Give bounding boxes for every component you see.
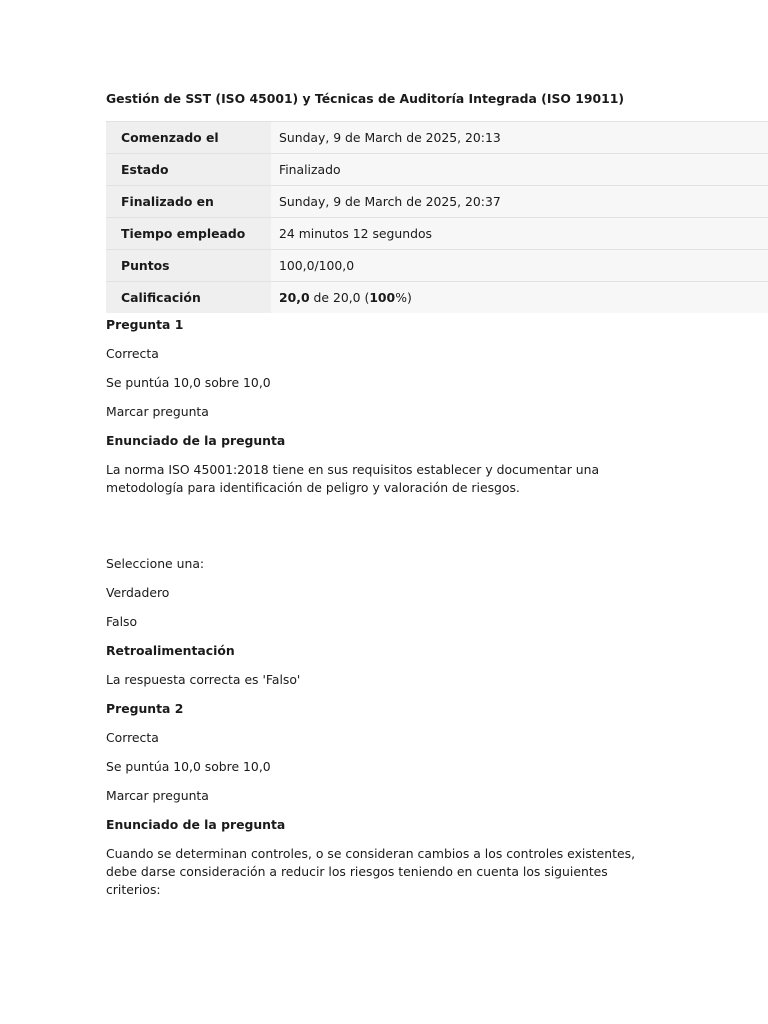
summary-row-points <box>106 250 768 282</box>
summary-label: Calificación <box>106 282 271 314</box>
question-score: Se puntúa 10,0 sobre 10,0 <box>106 759 271 774</box>
answer-option-true[interactable]: Verdadero <box>106 585 170 600</box>
summary-value: Sunday, 9 de March de 2025, 20:13 <box>271 122 768 154</box>
summary-value: 24 minutos 12 segundos <box>271 218 768 250</box>
summary-value <box>271 282 768 314</box>
summary-value: Sunday, 9 de March de 2025, 20:37 <box>271 186 768 218</box>
grade-percent: 100 <box>369 289 396 305</box>
grade-score: 20,0 <box>279 289 310 305</box>
grade-end: %) <box>395 289 412 305</box>
summary-row-started <box>106 122 768 154</box>
summary-label: Tiempo empleado <box>106 218 271 250</box>
summary-value: Finalizado <box>271 154 768 186</box>
summary-label: Comenzado el <box>106 122 271 154</box>
question-score: Se puntúa 10,0 sobre 10,0 <box>106 375 271 390</box>
statement-heading: Enunciado de la pregunta <box>106 817 286 832</box>
summary-label: Finalizado en <box>106 186 271 218</box>
summary-row-grade <box>106 282 768 314</box>
spacer <box>106 508 768 555</box>
summary-row-time <box>106 218 768 250</box>
quiz-review-page <box>106 90 768 910</box>
summary-label: Estado <box>106 154 271 186</box>
flag-question-link[interactable]: Marcar pregunta <box>106 788 209 803</box>
questions-list <box>106 316 768 899</box>
feedback-heading: Retroalimentación <box>106 643 235 658</box>
page-title: Gestión de SST (ISO 45001) y Técnicas de Auditoría Integrada (ISO 19011) <box>106 91 624 106</box>
statement-heading: Enunciado de la pregunta <box>106 433 286 448</box>
question-statement: Cuando se determinan controles, o se consideran cambios a los controles existentes, debe darse consideración a reducir los riesgos teniendo en cuenta los siguientes criterios: <box>106 846 636 897</box>
question-heading: Pregunta 2 <box>106 701 184 716</box>
attempt-summary-table <box>106 121 768 313</box>
summary-row-state <box>106 154 768 186</box>
question-status: Correcta <box>106 346 159 361</box>
question-heading: Pregunta 1 <box>106 317 184 332</box>
grade-middle: de 20,0 ( <box>309 289 370 305</box>
answer-option-false[interactable]: Falso <box>106 614 138 629</box>
summary-value: 100,0/100,0 <box>271 250 768 282</box>
question-status: Correcta <box>106 730 159 745</box>
feedback-text: La respuesta correcta es 'Falso' <box>106 672 301 687</box>
summary-row-finished <box>106 186 768 218</box>
flag-question-link[interactable]: Marcar pregunta <box>106 404 209 419</box>
answer-prompt: Seleccione una: <box>106 556 205 571</box>
summary-label: Puntos <box>106 250 271 282</box>
question-statement: La norma ISO 45001:2018 tiene en sus requisitos establecer y documentar una metodología para identificación de peligro y valoración de riesgos. <box>106 462 600 495</box>
